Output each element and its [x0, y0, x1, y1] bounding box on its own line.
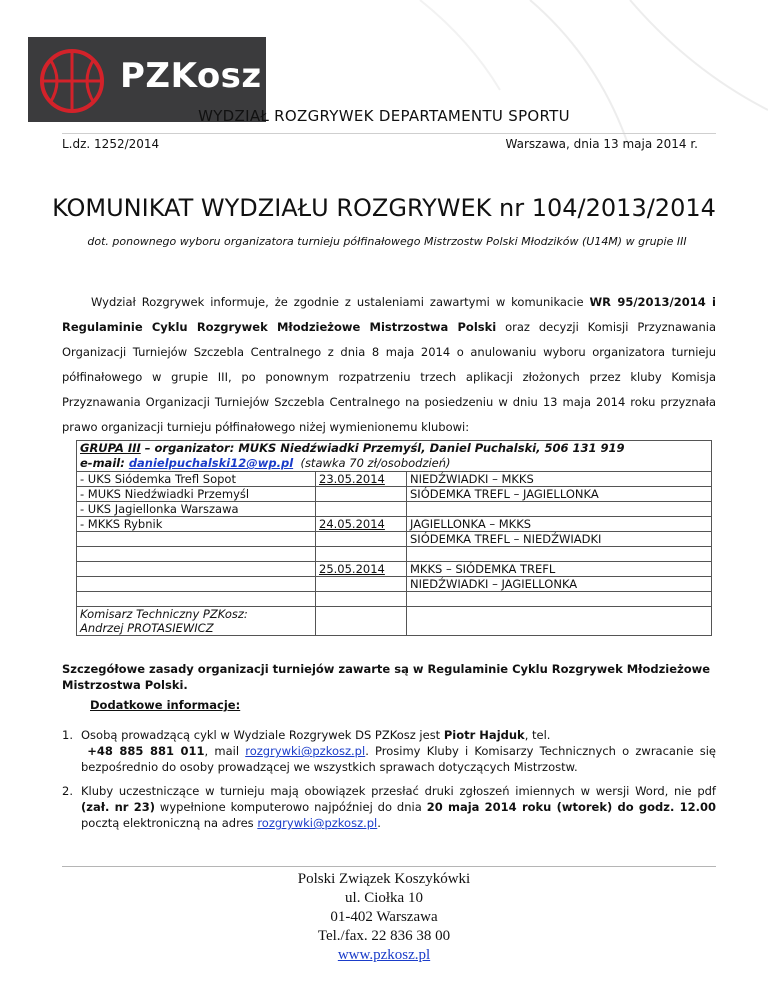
submission-email-link[interactable]: rozgrywki@pzkosz.pl [257, 816, 378, 830]
match-date: 24.05.2014 [316, 517, 407, 532]
match-date: 25.05.2014 [316, 562, 407, 577]
table-row [77, 592, 712, 607]
footer-phone: Tel./fax. 22 836 38 00 [317, 928, 451, 944]
table-row: 25.05.2014 MKKS – SIÓDEMKA TREFL [77, 562, 712, 577]
footer-website-link[interactable]: www.pzkosz.pl [337, 947, 431, 963]
department-heading: WYDZIAŁ ROZGRYWEK DEPARTAMENTU SPORTU [198, 107, 570, 125]
reference-number: L.dz. 1252/2014 [62, 137, 160, 151]
background-curves [300, 0, 768, 150]
footer-org: Polski Związek Koszykówki [297, 871, 471, 887]
footer-city: 01-402 Warszawa [330, 909, 438, 925]
table-row: NIEDŹWIADKI – JAGIELLONKA [77, 577, 712, 592]
page-title: KOMUNIKAT WYDZIAŁU ROZGRYWEK nr 104/2013/2014 [52, 194, 716, 222]
document-date: Warszawa, dnia 13 maja 2014 r. [505, 137, 698, 151]
table-row: - MUKS Niedźwiadki Przemyśl SIÓDEMKA TREFL – JAGIELLONKA [77, 487, 712, 502]
table-row: - MKKS Rybnik 24.05.2014 JAGIELLONKA – MKKS [77, 517, 712, 532]
commissioner-cell: Komisarz Techniczny PZKosz: Andrzej PROTASIEWICZ [77, 607, 316, 636]
footer-divider [62, 866, 716, 867]
organizer-email-link[interactable]: danielpuchalski12@wp.pl [128, 456, 294, 470]
list-item: 2. Kluby uczestniczące w turnieju mają obowiązek przesłać druki zgłoszeń imiennych w wersji Word, nie pdf (zał. nr 23) wypełnione komputerowo najpóźniej do dnia 20 maja 2014 roku (wtorek) do godz. 12.00 pocztą elektroniczną na adres rozgrywki@pzkosz.pl. [62, 784, 716, 830]
header-divider [62, 133, 716, 134]
page-subtitle: dot. ponownego wyboru organizatora turnieju półfinałowego Mistrzostw Polski Młodzików (U14M) w grupie III [87, 235, 687, 248]
table-row: - UKS Siódemka Trefl Sopot 23.05.2014 NIEDŹWIADKI – MKKS [77, 472, 712, 487]
additional-info-heading: Dodatkowe informacje: [90, 698, 241, 712]
table-row: - UKS Jagiellonka Warszawa [77, 502, 712, 517]
table-row [77, 607, 712, 636]
table-row [77, 547, 712, 562]
table-row [77, 441, 712, 472]
list-item: 1. Osobą prowadzącą cykl w Wydziale Rozgrywek DS PZKosz jest Piotr Hajduk, tel. +48 885 881 011, mail rozgrywki@pzkosz.pl. Prosimy Kluby i Komisarzy Technicznych o zwracanie się bezpośrednio do osoby prowadzącej we wszystkich sprawach dotyczących Mistrzostw. [62, 728, 716, 774]
footer-street: ul. Ciołka 10 [345, 890, 423, 906]
contact-email-link[interactable]: rozgrywki@pzkosz.pl [245, 744, 366, 758]
details-note: Szczegółowe zasady organizacji turniejów zawarte są w Regulaminie Cyklu Rozgrywek Młodzieżowe Mistrzostwa Polski. [62, 662, 711, 692]
logo-text: PZKosz [120, 56, 262, 96]
match-date: 23.05.2014 [316, 472, 407, 487]
table-row: SIÓDEMKA TREFL – NIEDŹWIADKI [77, 532, 712, 547]
intro-paragraph: Wydział Rozgrywek informuje, że zgodnie z ustaleniami zawartymi w komunikacie WR 95/2013/2014 i Regulaminie Cyklu Rozgrywek Młodzieżowe Mistrzostwa Polski oraz decyzji Komisji Przyznawania Organizacji Turniejów Szczebla Centralnego z dnia 8 maja 2014 o anulowaniu wyboru organizatora turnieju półfinałowego w grupie III, po ponownym rozpatrzeniu trzech aplikacji złożonych przez kluby Komisja Przyznawania Organizacji Turniejów Szczebla Centralnego na posiedzeniu w dniu 13 maja 2014 roku przyznała prawo organizacji turnieju półfinałowego niżej wymienionemu klubowi: [62, 295, 716, 434]
footer [0, 870, 768, 965]
group-header-cell: GRUPA III – organizator: MUKS Niedźwiadki Przemyśl, Daniel Puchalski, 506 131 919 e-mail: danielpuchalski12@wp.pl (stawka 70 zł/osobodzień) [77, 441, 712, 472]
group-table [76, 440, 712, 636]
